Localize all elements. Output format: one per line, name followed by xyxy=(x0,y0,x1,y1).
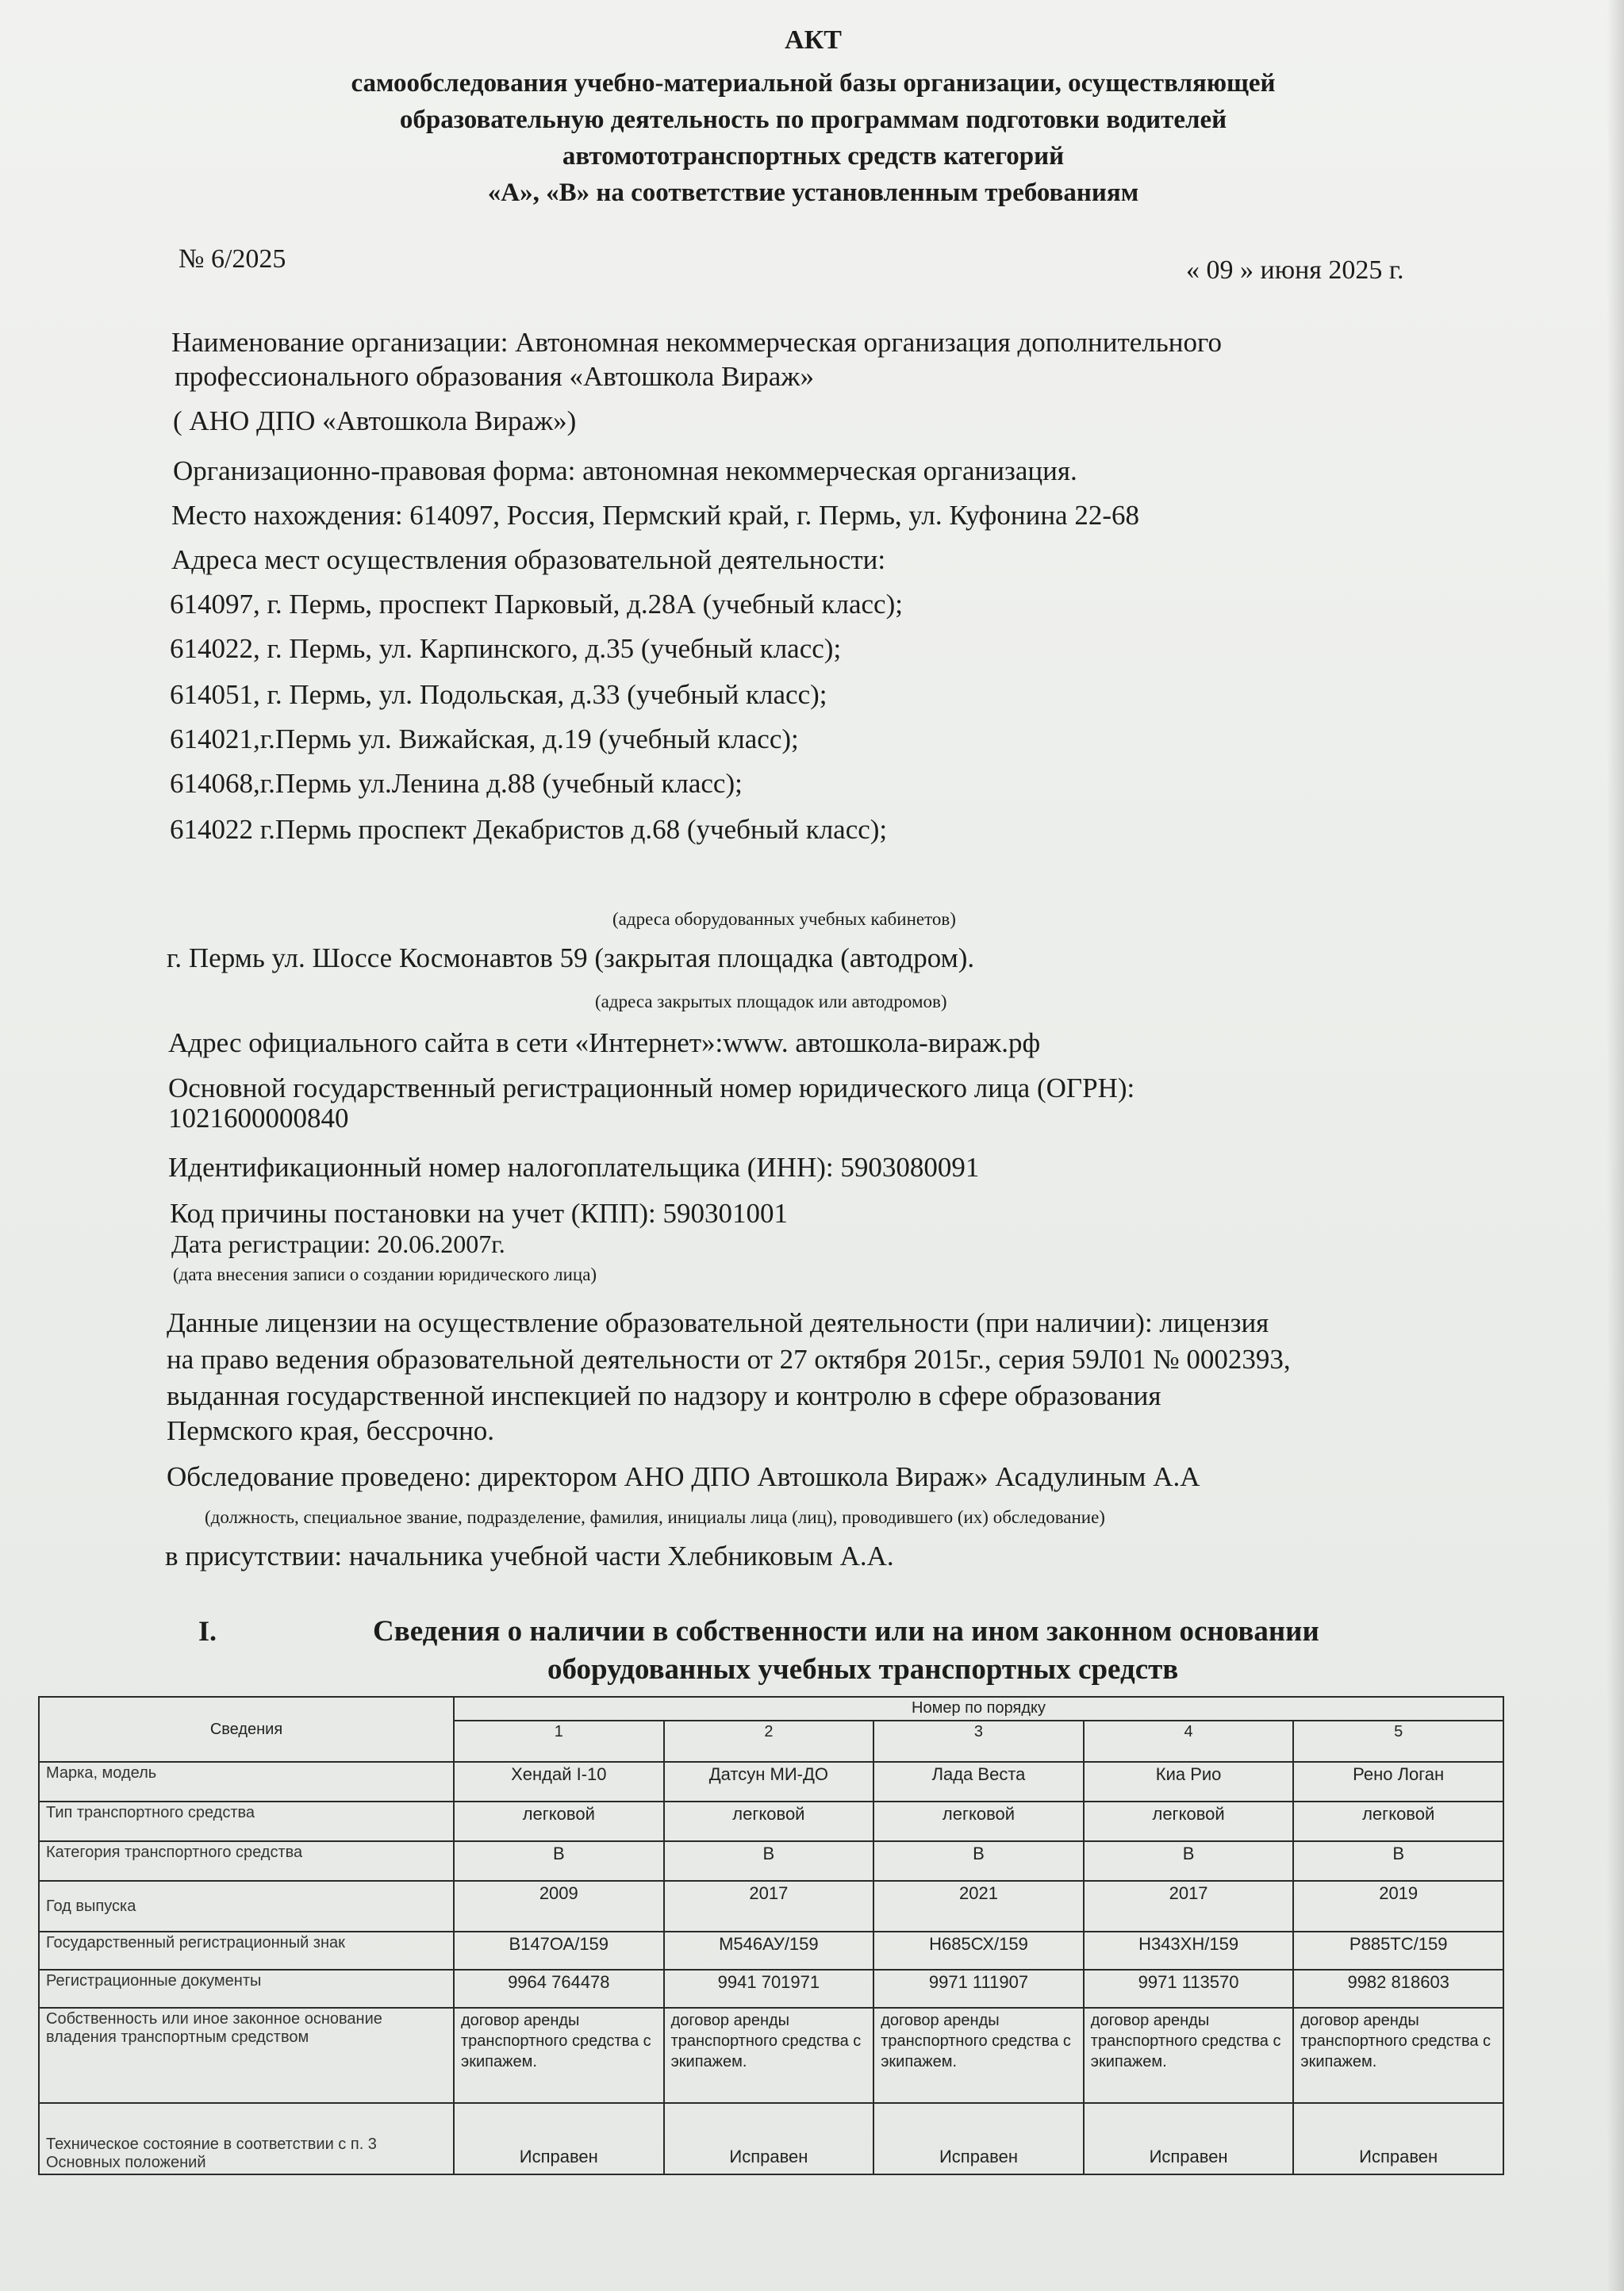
closed-site-address: г. Пермь ул. Шоссе Космонавтов 59 (закрытая площадка (автодром). xyxy=(167,942,975,973)
table-row xyxy=(39,2008,1503,2103)
table-cell: 9971 113570 xyxy=(1084,1970,1294,2008)
caption-registration-date: (дата внесения записи о создании юридического лица) xyxy=(173,1264,597,1284)
inn-line: Идентификационный номер налогоплательщика (ИНН): 5903080091 xyxy=(168,1152,980,1183)
table-row xyxy=(39,1841,1503,1881)
table-cell: 2017 xyxy=(1084,1881,1294,1932)
section-number: I. xyxy=(198,1615,217,1647)
address-item: 614021,г.Пермь ул. Вижайская, д.19 (учебный класс); xyxy=(170,723,799,754)
license-line-2: на право ведения образовательной деятельности от 27 октября 2015г., серия 59Л01 № 0002393, xyxy=(167,1344,1291,1375)
caption-inspection: (должность, специальное звание, подразделение, фамилия, инициалы лица (лиц), проводившего (их) обследование) xyxy=(205,1507,1105,1527)
table-cell: В xyxy=(1293,1841,1503,1881)
table-cell: Хендай I-10 xyxy=(454,1762,664,1802)
org-name-line-1: Наименование организации: Автономная некоммерческая организация дополнительного xyxy=(171,327,1222,358)
act-title-line-4: «А», «В» на соответствие установленным требованиям xyxy=(487,178,1139,207)
ogrn-value: 1021600000840 xyxy=(168,1103,349,1134)
address-item: 614022 г.Пермь проспект Декабристов д.68 (учебный класс); xyxy=(170,814,888,845)
addresses-header: Адреса мест осуществления образовательной деятельности: xyxy=(171,544,886,575)
row-label: Регистрационные документы xyxy=(39,1970,454,2008)
row-label: Тип транспортного средства xyxy=(39,1802,454,1841)
table-cell: 9964 764478 xyxy=(454,1970,664,2008)
act-title-line-2: образовательную деятельность по программам подготовки водителей xyxy=(399,106,1227,134)
table-cell: договор аренды транспортного средства с экипажем. xyxy=(664,2008,874,2103)
address-item: 614051, г. Пермь, ул. Подольская, д.33 (учебный класс); xyxy=(170,679,827,710)
license-line-3: выданная государственной инспекцией по надзору и контролю в сфере образования xyxy=(167,1380,1161,1411)
section-title-line-2: оборудованных учебных транспортных средств xyxy=(547,1653,1179,1686)
table-cell: 2017 xyxy=(664,1881,874,1932)
act-title-line-1: самообследования учебно-материальной базы организации, осуществляющей xyxy=(351,69,1276,98)
row-label: Техническое состояние в соответствии с п. 3 Основных положений xyxy=(39,2103,454,2174)
table-cell: легковой xyxy=(1293,1802,1503,1841)
table-header-row xyxy=(39,1697,1503,1721)
table-cell: Датсун МИ-ДО xyxy=(664,1762,874,1802)
caption-classrooms: (адреса оборудованных учебных кабинетов) xyxy=(612,909,956,929)
address-item: 614097, г. Пермь, проспект Парковый, д.28А (учебный класс); xyxy=(170,589,903,620)
column-number: 3 xyxy=(873,1721,1084,1762)
table-row xyxy=(39,1762,1503,1802)
table-cell: договор аренды транспортного средства с экипажем. xyxy=(454,2008,664,2103)
table-row xyxy=(39,1970,1503,2008)
table-cell: Рено Логан xyxy=(1293,1762,1503,1802)
table-cell: Лада Веста xyxy=(873,1762,1084,1802)
row-label: Собственность или иное законное основание владения транспортным средством xyxy=(39,2008,454,2103)
row-label: Категория транспортного средства xyxy=(39,1841,454,1881)
row-label: Государственный регистрационный знак xyxy=(39,1932,454,1970)
column-number: 1 xyxy=(454,1721,664,1762)
official-website: Адрес официального сайта в сети «Интернет»:www. автошкола-вираж.рф xyxy=(168,1027,1041,1058)
act-number: № 6/2025 xyxy=(179,244,286,274)
org-name-line-3: ( АНО ДПО «Автошкола Вираж») xyxy=(173,405,577,436)
table-cell: 9941 701971 xyxy=(664,1970,874,2008)
table-cell: 9982 818603 xyxy=(1293,1970,1503,2008)
ogrn-label: Основной государственный регистрационный номер юридического лица (ОГРН): xyxy=(168,1073,1135,1103)
caption-closed-sites: (адреса закрытых площадок или автодромов) xyxy=(595,992,947,1011)
table-cell: В xyxy=(664,1841,874,1881)
act-title-line-3: автомототранспортных средств категорий xyxy=(562,142,1065,171)
address-item: 614068,г.Пермь ул.Ленина д.88 (учебный класс); xyxy=(170,768,743,799)
license-line-1: Данные лицензии на осуществление образовательной деятельности (при наличии): лицензия xyxy=(167,1307,1269,1338)
address-item: 614022, г. Пермь, ул. Карпинского, д.35 (учебный класс); xyxy=(170,633,842,664)
table-cell: 9971 111907 xyxy=(873,1970,1084,2008)
org-name-line-2: профессионального образования «Автошкола Вираж» xyxy=(175,361,814,392)
org-location: Место нахождения: 614097, Россия, Пермский край, г. Пермь, ул. Куфонина 22-68 xyxy=(171,500,1139,531)
inspection-line: Обследование проведено: директором АНО ДПО Автошкола Вираж» Асадулиным А.А xyxy=(167,1461,1200,1492)
table-cell: договор аренды транспортного средства с экипажем. xyxy=(1084,2008,1294,2103)
org-legal-form: Организационно-правовая форма: автономная некоммерческая организация. xyxy=(173,455,1077,486)
table-row xyxy=(39,2103,1503,2174)
column-number: 2 xyxy=(664,1721,874,1762)
act-heading: АКТ xyxy=(785,25,842,55)
table-cell: Н685СХ/159 xyxy=(873,1932,1084,1970)
table-row xyxy=(39,1881,1503,1932)
section-title-line-1: Сведения о наличии в собственности или на ином законном основании xyxy=(373,1615,1319,1648)
table-cell: В xyxy=(1084,1841,1294,1881)
row-label: Год выпуска xyxy=(39,1881,454,1932)
license-line-4: Пермского края, бессрочно. xyxy=(167,1415,495,1446)
table-cell: 2021 xyxy=(873,1881,1084,1932)
page-edge-shadow xyxy=(1607,0,1624,2291)
vehicles-table xyxy=(38,1696,1504,2175)
table-cell: Р885ТС/159 xyxy=(1293,1932,1503,1970)
table-cell: Исправен xyxy=(873,2103,1084,2174)
table-cell: В xyxy=(873,1841,1084,1881)
table-cell: В147ОА/159 xyxy=(454,1932,664,1970)
column-header-order: Номер по порядку xyxy=(454,1697,1503,1721)
registration-date: Дата регистрации: 20.06.2007г. xyxy=(171,1230,505,1258)
column-number: 5 xyxy=(1293,1721,1503,1762)
table-cell: договор аренды транспортного средства с экипажем. xyxy=(873,2008,1084,2103)
act-date: « 09 » июня 2025 г. xyxy=(1186,255,1404,285)
table-cell: договор аренды транспортного средства с экипажем. xyxy=(1293,2008,1503,2103)
kpp-line: Код причины постановки на учет (КПП): 590301001 xyxy=(170,1198,788,1229)
column-number: 4 xyxy=(1084,1721,1294,1762)
table-cell: легковой xyxy=(664,1802,874,1841)
table-cell: легковой xyxy=(873,1802,1084,1841)
table-cell: В xyxy=(454,1841,664,1881)
table-cell: Н343ХН/159 xyxy=(1084,1932,1294,1970)
presence-line: в присутствии: начальника учебной части Хлебниковым А.А. xyxy=(165,1541,894,1571)
table-cell: Киа Рио xyxy=(1084,1762,1294,1802)
table-cell: легковой xyxy=(1084,1802,1294,1841)
table-cell: Исправен xyxy=(664,2103,874,2174)
table-cell: Исправен xyxy=(454,2103,664,2174)
table-cell: легковой xyxy=(454,1802,664,1841)
column-header-info: Сведения xyxy=(39,1697,454,1762)
table-cell: 2019 xyxy=(1293,1881,1503,1932)
table-row xyxy=(39,1932,1503,1970)
table-cell: Исправен xyxy=(1293,2103,1503,2174)
table-cell: Исправен xyxy=(1084,2103,1294,2174)
table-row xyxy=(39,1802,1503,1841)
table-cell: 2009 xyxy=(454,1881,664,1932)
row-label: Марка, модель xyxy=(39,1762,454,1802)
table-cell: М546АУ/159 xyxy=(664,1932,874,1970)
